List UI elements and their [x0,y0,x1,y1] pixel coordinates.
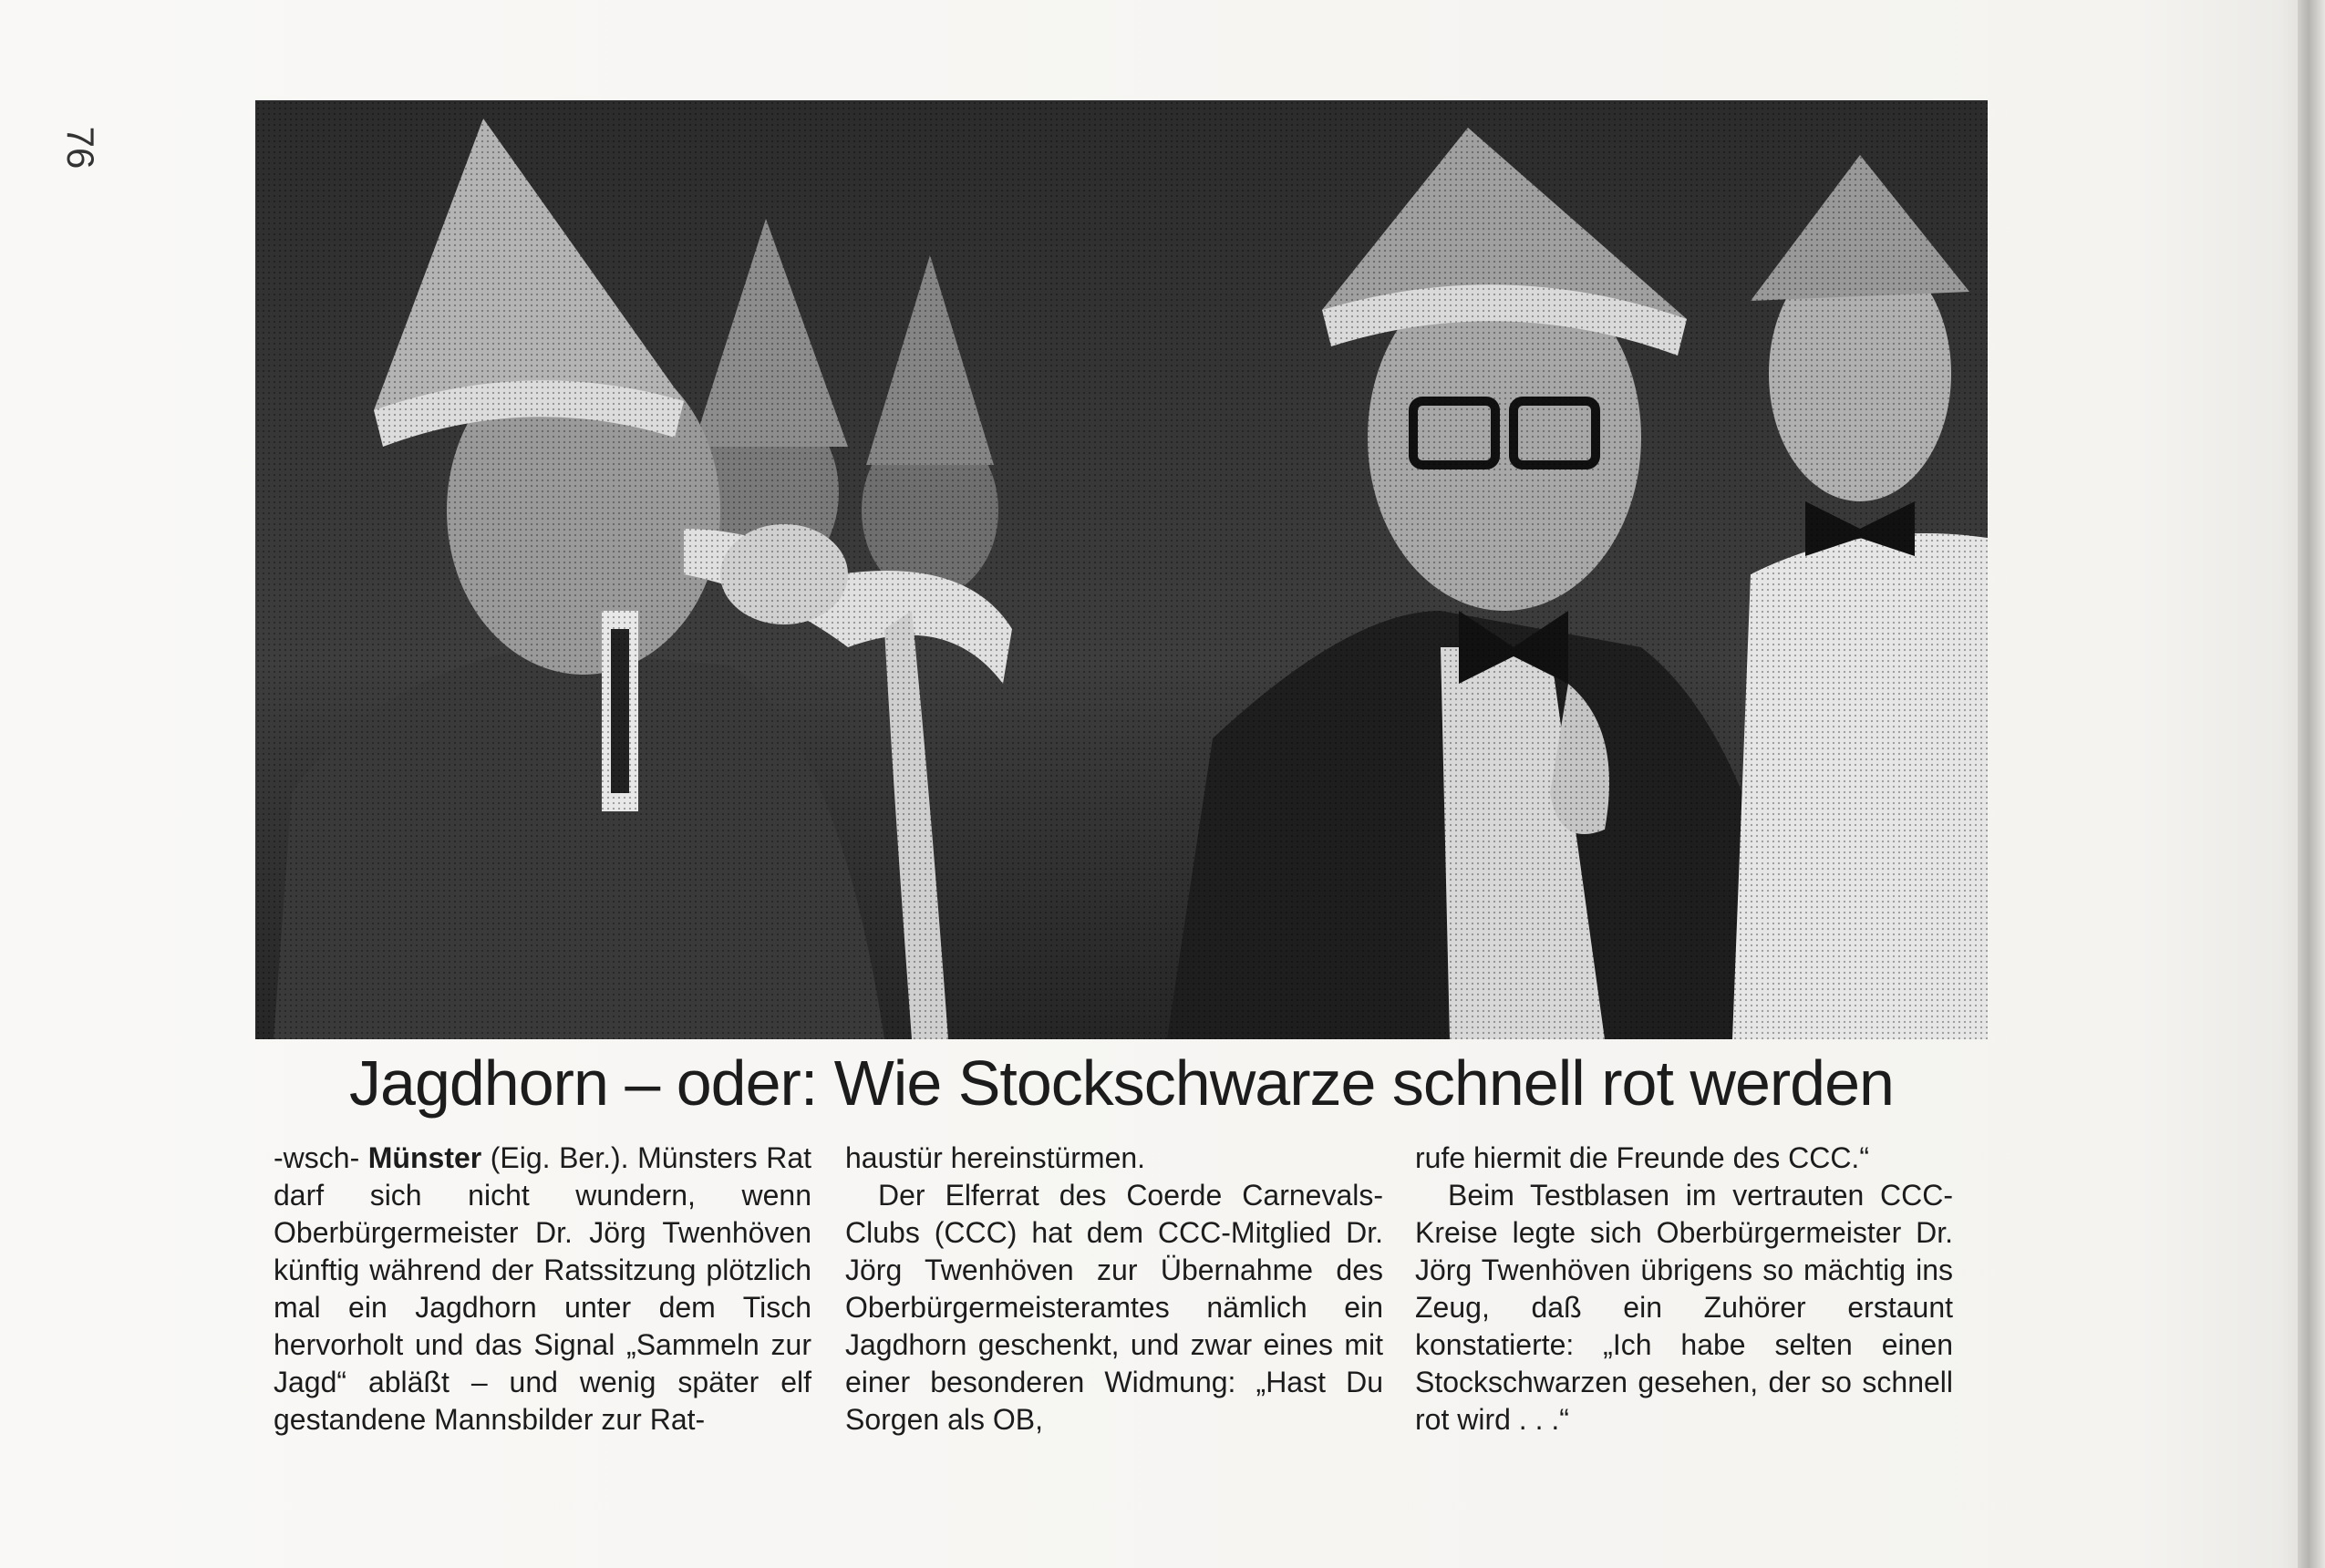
paragraph-continuation: haustür hereinstürmen. [845,1141,1146,1174]
dateline-prefix: -wsch- [274,1141,368,1174]
article-headline: Jagdhorn – oder: Wie Stockschwarze schnell rot werden [349,1047,1894,1119]
article-body [274,1140,1960,1449]
page-number: 76 [59,126,102,170]
book-binding-edge [2298,0,2325,1568]
paragraph [274,1140,811,1439]
article-column-1 [274,1140,811,1439]
article-column-3 [1415,1140,1953,1439]
paragraph: Der Elferrat des Coerde Carnevals-Clubs (CCC) hat dem CCC-Mitglied Dr. Jörg Twenhöven zur Übernahme des Oberbürgermeisteramtes nämlich ein Jagdhorn geschenkt, und zwar eines mit einer besonderen Widmung: „Hast Du Sorgen als OB, [845,1179,1383,1436]
dateline-city: Münster [367,1141,482,1174]
article-column-2 [845,1140,1383,1439]
news-photo [255,100,1988,1039]
paragraph: Beim Testblasen im vertrauten CCC-Kreise legte sich Oberbürgermeister Dr. Jörg Twenhöven übrigens so mächtig ins Zeug, daß ein Zuhörer erstaunt konstatierte: „Ich habe selten einen Stockschwarzen gesehen, der so schnell rot wird . . .“ [1415,1179,1953,1436]
photo-icon [255,100,1988,1039]
paragraph-text: (Eig. Ber.). Münsters Rat darf sich nicht wundern, wenn Oberbürgermeister Dr. Jörg Twenhöven künftig während der Ratssitzung plötzlich mal ein Jagdhorn unter dem Tisch hervorholt und das Signal „Sammeln zur Jagd“ abläßt – und wenig später elf gestandene Mannsbilder zur Rat- [274,1141,812,1436]
paragraph-continuation: rufe hiermit die Freunde des CCC.“ [1415,1141,1869,1174]
